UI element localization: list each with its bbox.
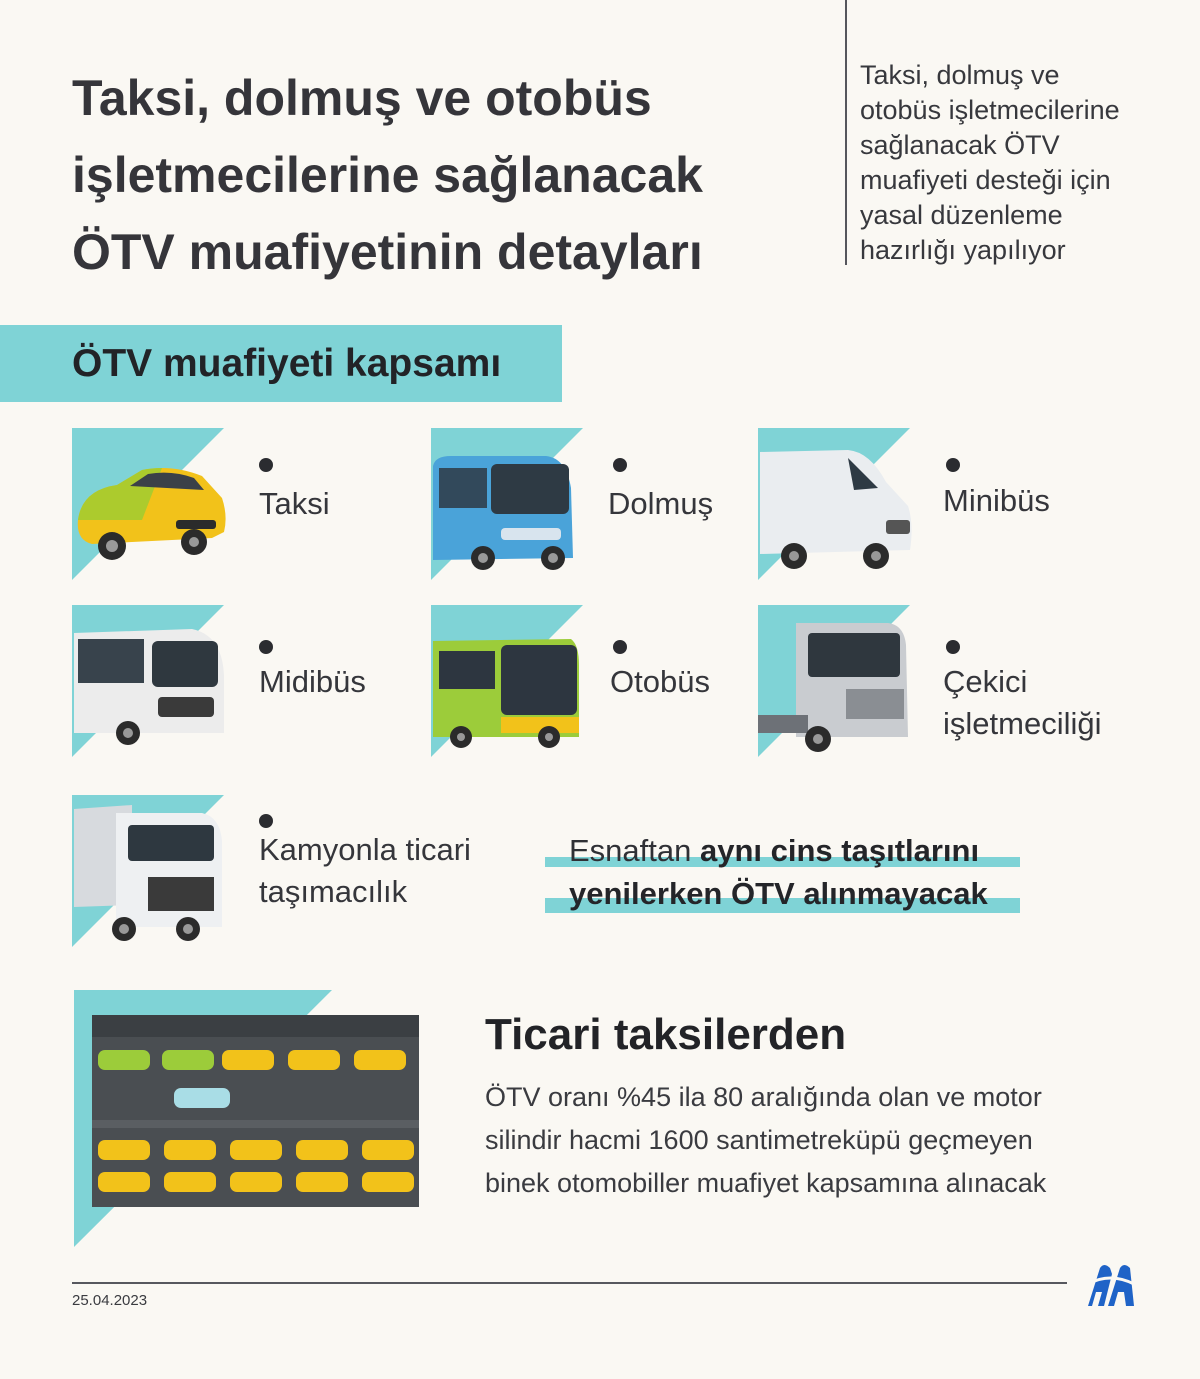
taxi-car-shape — [288, 1050, 340, 1070]
bullet — [946, 640, 960, 654]
taxi-car-shape — [162, 1050, 214, 1070]
van-icon — [758, 428, 913, 583]
note-text — [569, 829, 988, 915]
vehicle-label-otobus: Otobüs — [610, 664, 710, 699]
page-title — [72, 60, 792, 291]
taxi-car-shape — [230, 1140, 282, 1160]
taxi-car-shape — [296, 1140, 348, 1160]
subtitle — [860, 58, 1180, 268]
taxi-aerial-photo — [74, 990, 419, 1247]
footer-date: 25.04.2023 — [72, 1292, 148, 1309]
vehicle-label-dolmus: Dolmuş — [608, 486, 714, 521]
bullet — [259, 814, 273, 828]
subtitle-line: yasal düzenleme — [860, 200, 1063, 230]
vehicle-label-minibus: Minibüs — [943, 483, 1050, 518]
taxi-car-shape — [98, 1172, 150, 1192]
taxi-body-line: silindir hacmi 1600 santimetreküpü geçmeyen — [485, 1125, 1033, 1155]
aa-logo — [1086, 1262, 1136, 1307]
title-line: Taksi, dolmuş ve otobüs — [72, 70, 652, 126]
section-title: ÖTV muafiyeti kapsamı — [72, 342, 502, 385]
subtitle-line: Taksi, dolmuş ve — [860, 60, 1060, 90]
taxi-car-shape — [362, 1172, 414, 1192]
taxi-body — [485, 1076, 1145, 1205]
bullet — [259, 458, 273, 472]
title-line: işletmecilerine sağlanacak — [72, 147, 703, 203]
dolmus-minibus-icon — [431, 428, 586, 583]
bullet — [613, 458, 627, 472]
dump-truck-icon — [72, 795, 227, 950]
subtitle-line: hazırlığı yapılıyor — [860, 235, 1066, 265]
taxi-heading: Ticari taksilerden — [485, 1010, 847, 1059]
note-bold: aynı cins taşıtlarını — [699, 833, 980, 868]
vehicle-label-midibus: Midibüs — [259, 664, 366, 699]
title-line: ÖTV muafiyetinin detayları — [72, 224, 703, 280]
taxi-car-shape — [362, 1140, 414, 1160]
taxi-body-line: binek otomobiller muafiyet kapsamına alınacak — [485, 1168, 1047, 1198]
taxi-car-shape — [222, 1050, 274, 1070]
note-normal: Esnaftan — [569, 833, 700, 868]
bullet — [946, 458, 960, 472]
subtitle-line: otobüs işletmecilerine — [860, 95, 1120, 125]
taxi-car-shape — [296, 1172, 348, 1192]
footer-divider — [72, 1282, 1067, 1284]
bullet — [613, 640, 627, 654]
bus-icon — [431, 605, 586, 760]
taxi-car-shape — [98, 1050, 150, 1070]
taxi-car-shape — [164, 1172, 216, 1192]
midibus-icon — [72, 605, 227, 760]
subtitle-line: muafiyeti desteği için — [860, 165, 1111, 195]
note-bold: yenilerken ÖTV alınmayacak — [569, 876, 988, 911]
bullet — [259, 640, 273, 654]
subtitle-line: sağlanacak ÖTV — [860, 130, 1060, 160]
vehicle-label-taksi: Taksi — [259, 486, 330, 521]
car-shape — [174, 1088, 230, 1108]
taxi-car-shape — [230, 1172, 282, 1192]
taxi-body-line: ÖTV oranı %45 ila 80 aralığında olan ve motor — [485, 1082, 1042, 1112]
taxi-car-shape — [164, 1140, 216, 1160]
taxi-car-shape — [98, 1140, 150, 1160]
taxi-car-icon — [72, 428, 227, 583]
taxi-car-shape — [354, 1050, 406, 1070]
vehicle-label-cekici: Çekici işletmeciliği — [943, 664, 1102, 741]
truck-tractor-icon — [758, 605, 913, 760]
vehicle-label-kamyon: Kamyonla ticari taşımacılık — [259, 832, 471, 909]
header-divider — [845, 0, 847, 265]
